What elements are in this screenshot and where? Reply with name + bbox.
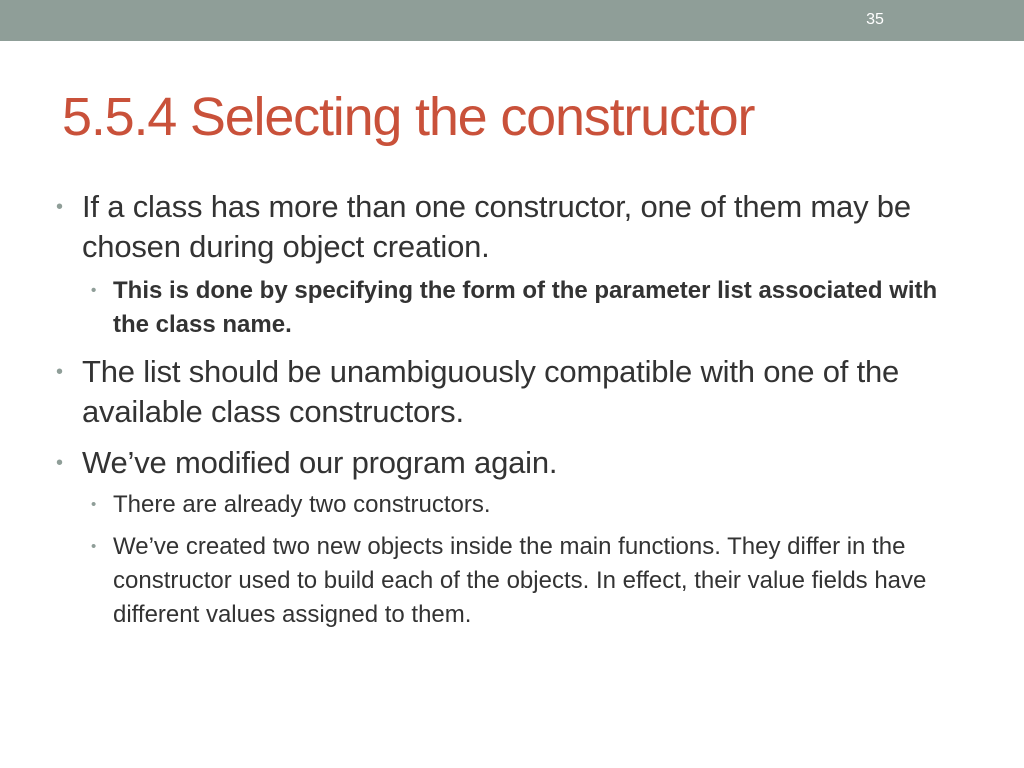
- bullet-text: If a class has more than one constructor, one of them may be chosen during object creation.: [82, 189, 911, 264]
- sub-bullet-item: [91, 274, 963, 342]
- bullet-item: [56, 187, 982, 267]
- slide-title: 5.5.4 Selecting the constructor: [62, 87, 755, 147]
- bullet-dot-icon: •: [56, 361, 63, 383]
- bullet-text: There are already two constructors.: [113, 491, 491, 518]
- slide-header-bar: [0, 0, 1024, 41]
- bullet-dot-icon: •: [91, 496, 97, 513]
- bullet-dot-icon: •: [56, 452, 63, 474]
- slide-number: 35: [866, 11, 884, 28]
- bullet-item: [56, 352, 982, 432]
- bullet-dot-icon: •: [56, 196, 63, 218]
- bullet-dot-icon: •: [91, 282, 97, 299]
- bullet-text: The list should be unambiguously compatible with one of the available class constructors.: [82, 354, 900, 429]
- sub-bullet-item: [91, 488, 963, 522]
- bullet-text: We’ve modified our program again.: [82, 445, 558, 480]
- bullet-text: This is done by specifying the form of the parameter list associated with the class name.: [113, 277, 938, 338]
- bullet-item: [56, 443, 982, 483]
- bullet-text: We’ve created two new objects inside the main functions. They differ in the constructor used to build each of the objects. In effect, their value fields have different values assigned to them.: [113, 533, 927, 628]
- sub-bullet-item: [91, 530, 963, 632]
- bullet-dot-icon: •: [91, 538, 97, 555]
